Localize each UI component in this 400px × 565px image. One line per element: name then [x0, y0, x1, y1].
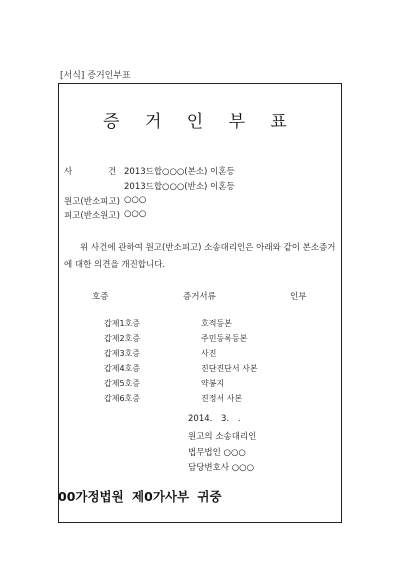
defendant-label: 피고(반소원고): [64, 211, 120, 221]
header-admission: 인부: [290, 292, 307, 302]
document-title: 증 거 인 부 표: [103, 112, 297, 132]
plaintiff-label: 원고(반소피고): [64, 197, 120, 207]
signature-role: 원고의 소송대리인: [188, 432, 257, 442]
signature-lawyer: 담당변호사 ○○○: [188, 463, 255, 473]
header-exhibit-no: 호증: [92, 292, 109, 302]
form-label: [서식] 증거인부표: [60, 71, 131, 81]
exhibit-no: 갑제5호증: [104, 379, 141, 388]
exhibit-doc: 약봉지: [201, 379, 225, 388]
signature-date: 2014. 3. .: [188, 414, 241, 424]
exhibit-no: 갑제1호증: [104, 319, 141, 328]
exhibit-doc: 진정서 사본: [201, 394, 243, 403]
plaintiff-name: ○○○: [124, 195, 147, 205]
exhibit-doc: 호적등본: [201, 319, 232, 328]
case-number-main: 2013드합○○○(본소) 이혼등: [124, 167, 235, 177]
header-evidence-doc: 증거서류: [183, 292, 216, 302]
exhibit-no: 갑제4호증: [104, 364, 141, 373]
exhibit-no: 갑제3호증: [104, 349, 141, 358]
case-number-counter: 2013드합○○○(반소) 이혼등: [124, 182, 235, 192]
exhibit-doc: 주민등록등본: [201, 334, 248, 343]
signature-firm: 법무법인 ○○○: [188, 448, 246, 458]
intro-paragraph-line2: 에 대한 의견을 개진합니다.: [64, 260, 166, 270]
defendant-name: ○○○: [124, 209, 147, 219]
exhibit-no: 갑제6호증: [104, 394, 141, 403]
exhibit-no: 갑제2호증: [104, 334, 141, 343]
exhibit-doc: 진단진단서 사본: [201, 364, 258, 373]
court-addressee: 00가정법원 제0가사부 귀중: [58, 489, 222, 504]
exhibit-doc: 사진: [201, 349, 217, 358]
intro-paragraph-line1: 위 사건에 관하여 원고(반소피고) 소송대리인은 아래와 같이 본소증거: [80, 243, 336, 253]
